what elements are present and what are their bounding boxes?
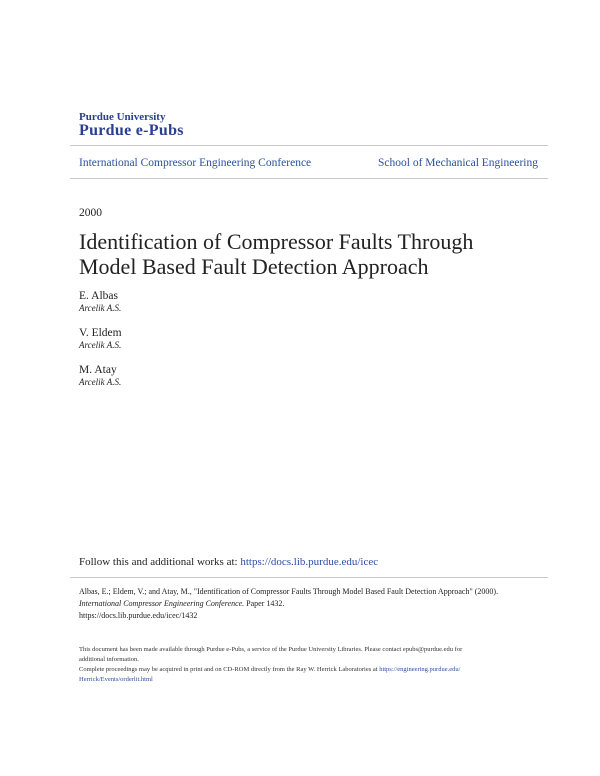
herrick-link-continued[interactable]: Herrick/Events/orderlit.html xyxy=(79,676,153,683)
citation-paper-number: Paper 1432. xyxy=(244,599,285,608)
notice-line xyxy=(79,665,539,675)
title-line-2: Model Based Fault Detection Approach xyxy=(79,254,429,279)
publication-year: 2000 xyxy=(79,207,102,219)
notice-text: Complete proceedings may be acquired in print and on CD-ROM directly from the Ray W. Herrick Laboratories at xyxy=(79,666,380,673)
citation-divider xyxy=(70,577,548,578)
notice-line: This document has been made available through Purdue e-Pubs, a service of the Purdue University Libraries. Please contact epubs@purdue.edu for xyxy=(79,646,463,653)
citation-conference: International Compressor Engineering Conference. xyxy=(79,599,245,608)
citation-line xyxy=(79,598,539,610)
citation-url[interactable]: https://docs.lib.purdue.edu/icec/1432 xyxy=(79,611,198,620)
follow-line xyxy=(79,556,378,568)
author-affiliation: Arcelik A.S. xyxy=(79,303,122,313)
herrick-link[interactable]: https://engineering.purdue.edu/ xyxy=(379,666,461,673)
citation-line: Albas, E.; Eldem, V.; and Atay, M., "Identification of Compressor Faults Through Model Based Fault Detection Approach" (2000). xyxy=(79,587,499,596)
follow-text: Follow this and additional works at: xyxy=(79,556,241,568)
top-divider xyxy=(70,145,548,146)
notice-line: additional information. xyxy=(79,656,139,663)
author-name: V. Eldem xyxy=(79,327,122,339)
conference-link[interactable]: International Compressor Engineering Conference xyxy=(79,157,312,169)
university-name: Purdue University xyxy=(79,111,166,123)
author-affiliation: Arcelik A.S. xyxy=(79,340,122,350)
school-link[interactable]: School of Mechanical Engineering xyxy=(378,157,538,169)
author-block xyxy=(79,364,121,387)
author-affiliation: Arcelik A.S. xyxy=(79,377,122,387)
follow-link[interactable]: https://docs.lib.purdue.edu/icec xyxy=(240,556,379,568)
notice-block xyxy=(79,645,539,685)
collections-divider xyxy=(70,178,548,179)
author-name: M. Atay xyxy=(79,364,117,376)
author-block xyxy=(79,290,121,313)
author-block xyxy=(79,327,122,350)
repository-name[interactable]: Purdue e-Pubs xyxy=(79,122,184,139)
citation-block xyxy=(79,586,539,622)
author-name: E. Albas xyxy=(79,290,118,302)
paper-title xyxy=(79,229,473,279)
title-line-1: Identification of Compressor Faults Through xyxy=(79,229,474,254)
